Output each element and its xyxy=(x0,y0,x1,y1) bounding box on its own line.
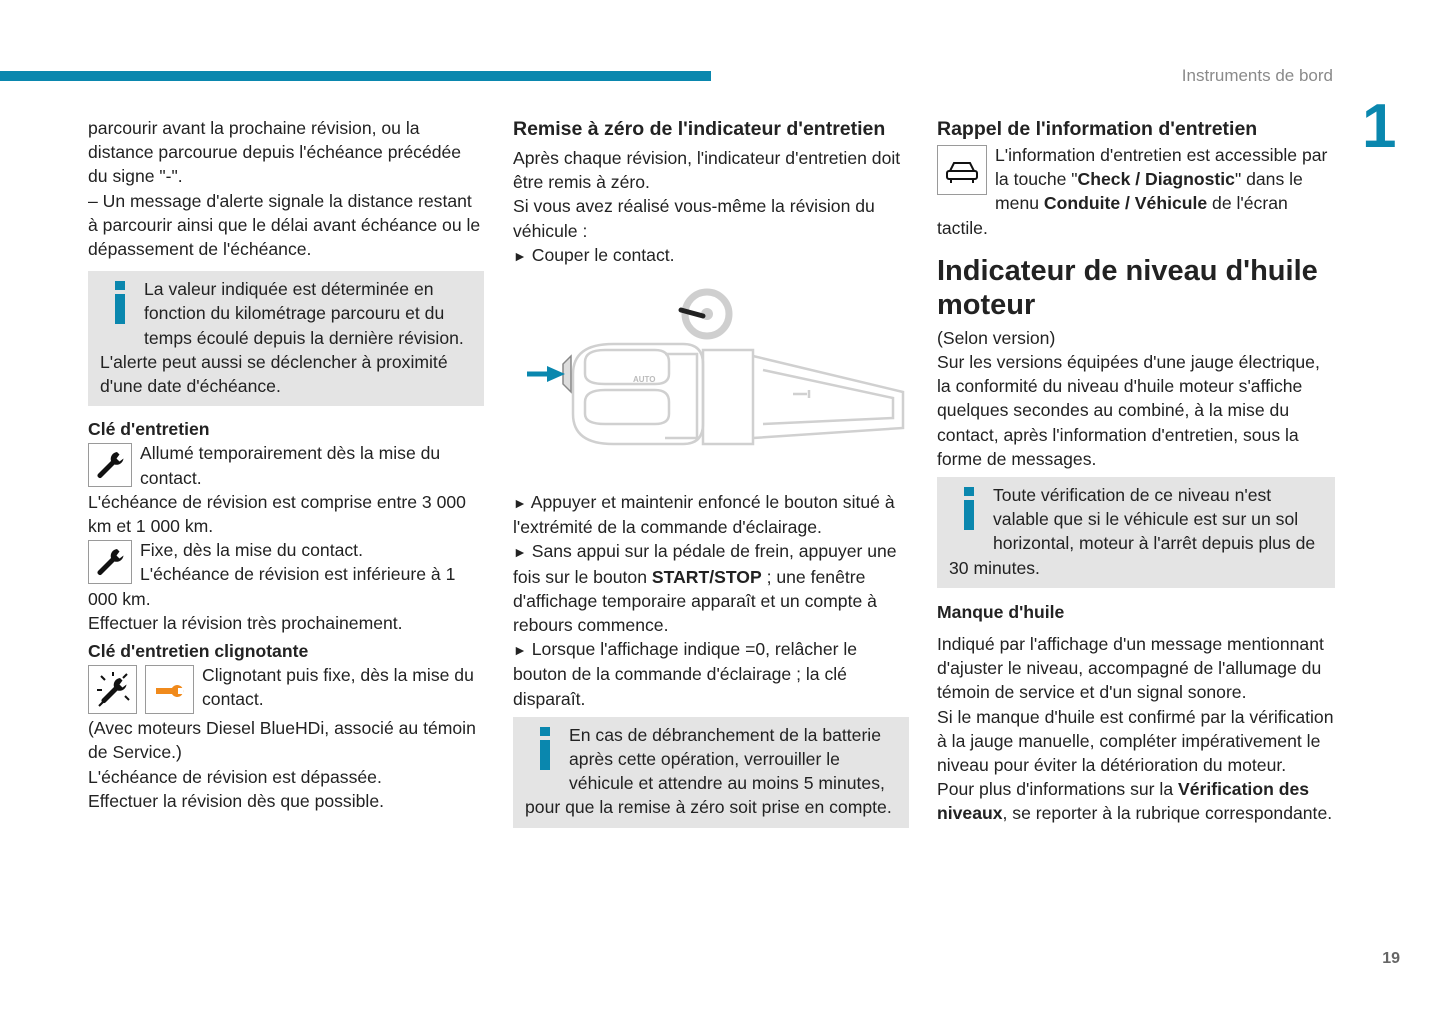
info-box xyxy=(937,477,1335,588)
text: de l'écran tactile. xyxy=(937,193,1288,238)
step-text: ; une fenêtre d'affichage temporaire apparaît et un compte à rebours commence. xyxy=(513,566,877,636)
text: L'information d'entretien est accessible par la touche " xyxy=(995,145,1328,190)
paragraph xyxy=(937,777,1335,825)
wrench-icon xyxy=(88,540,132,584)
paragraph: Sur les versions équipées d'une jauge électrique, la conformité du niveau d'huile moteur s'affiche quelques secondes au combiné, à la mise du contact, après l'information d'entretien, sous la forme de messages. xyxy=(937,352,1320,469)
step xyxy=(513,243,909,268)
paragraph: Indiqué par l'affichage d'un message mentionnant d'ajuster le niveau, accompagné de l'allumage du témoin de service et d'un signal sonore. xyxy=(937,634,1324,703)
paragraph: (Selon version) xyxy=(937,327,1056,348)
text: Pour plus d'informations sur la xyxy=(937,779,1178,800)
section-title: Instruments de bord xyxy=(1181,66,1333,85)
step xyxy=(513,539,909,637)
info-box xyxy=(88,271,484,406)
heading-manque-huile: Manque d'huile xyxy=(937,601,1065,622)
lighting-stalk-illustration xyxy=(513,270,909,490)
step-text-bold: START/STOP xyxy=(651,566,762,587)
auto-label: AUTO xyxy=(633,375,656,385)
stalk-body xyxy=(573,344,903,444)
blinking-wrench-icon xyxy=(88,665,137,714)
info-icon xyxy=(535,727,555,773)
step xyxy=(513,637,909,711)
text: , se reporter à la rubrique correspondante. xyxy=(1002,803,1333,824)
header-accent-bar xyxy=(0,71,711,81)
column-1 xyxy=(88,116,484,813)
paragraph: parcourir avant la prochaine révision, ou la distance parcourue depuis l'échéance précédée du signe "-". xyxy=(88,118,462,187)
paragraph: Effectuer la révision très prochainement. xyxy=(88,612,403,633)
paragraph: L'échéance de révision est comprise entre 3 000 km et 1 000 km. xyxy=(88,491,466,537)
orange-wrench-icon xyxy=(145,665,194,714)
step xyxy=(513,490,909,539)
text-bold: Conduite / Véhicule xyxy=(1043,193,1208,214)
chapter-number: 1 xyxy=(1362,92,1397,161)
info-text: En cas de débranchement de la batterie après cette opération, verrouiller le véhicule et attendre au moins 5 minutes, pour que la remise à zéro soit prise en compte. xyxy=(525,724,892,818)
arrow-icon: ► xyxy=(513,544,527,561)
paragraph: (Avec moteurs Diesel BlueHDi, associé au témoin de Service.) xyxy=(88,718,476,763)
info-text: Toute vérification de ce niveau n'est valable que si le véhicule est sur un sol horizontal, moteur à l'arrêt depuis plus de 30 minutes. xyxy=(949,485,1316,578)
heading-remise-a-zero: Remise à zéro de l'indicateur d'entretien xyxy=(513,118,886,140)
info-icon xyxy=(959,487,979,533)
heading-cle-clignotante: Clé d'entretien clignotante xyxy=(88,641,309,662)
step-text: Sans appui sur la pédale de frein, appuyer une fois sur le bouton xyxy=(513,541,897,587)
paragraph: Effectuer la révision dès que possible. xyxy=(88,790,385,811)
paragraph: Si vous avez réalisé vous-même la révision du véhicule : xyxy=(513,196,875,241)
arrow-icon: ► xyxy=(513,495,527,512)
text: " dans le menu xyxy=(995,169,1303,214)
car-icon xyxy=(937,145,987,195)
wrench-icon xyxy=(88,443,132,487)
text-bold: Check / Diagnostic xyxy=(1077,169,1235,190)
step-text: Lorsque l'affichage indique =0, relâcher le bouton de la commande d'éclairage ; la clé disparaît. xyxy=(513,639,858,709)
paragraph xyxy=(937,143,1335,240)
paragraph: Allumé temporairement dès la mise du contact. xyxy=(140,443,441,488)
paragraph: Fixe, dès la mise du contact. xyxy=(140,540,363,561)
paragraph: Après chaque révision, l'indicateur d'entretien doit être remis à zéro. xyxy=(513,148,901,193)
paragraph: Si le manque d'huile est confirmé par la vérification à la jauge manuelle, compléter impérativement le niveau pour éviter la détérioration du moteur. xyxy=(937,706,1334,776)
info-box xyxy=(513,717,909,828)
step-text: Appuyer et maintenir enfoncé le bouton situé à l'extrémité de la commande d'éclairage. xyxy=(513,492,895,538)
heading-cle-entretien: Clé d'entretien xyxy=(88,419,210,440)
heading-indicateur-huile: Indicateur de niveau d'huile moteur xyxy=(937,254,1318,321)
page-number: 19 xyxy=(1382,950,1400,967)
info-icon xyxy=(110,281,130,327)
paragraph: – Un message d'alerte signale la distance restant à parcourir ainsi que le délai avant échéance ou le dépassement de l'échéance. xyxy=(88,190,481,260)
arrow-icon: ► xyxy=(513,642,527,659)
arrow-icon: ► xyxy=(513,247,527,264)
paragraph: Clignotant puis fixe, dès la mise du contact. xyxy=(202,665,474,710)
column-2 xyxy=(513,116,909,828)
step-text: Couper le contact. xyxy=(531,244,675,265)
steering-wheel-icon xyxy=(681,292,729,336)
text-bold: Vérification des niveaux xyxy=(937,779,1310,824)
pointer-arrow-icon xyxy=(527,366,565,382)
column-3 xyxy=(937,116,1335,826)
paragraph: L'échéance de révision est inférieure à 1 000 km. xyxy=(88,564,456,609)
paragraph: L'échéance de révision est dépassée. xyxy=(88,766,382,787)
info-text: La valeur indiquée est déterminée en fonction du kilométrage parcouru et du temps écoulé depuis la dernière révision. L'alerte peut aussi se déclencher à proximité d'une date d'échéance. xyxy=(100,279,464,397)
heading-rappel: Rappel de l'information d'entretien xyxy=(937,118,1258,140)
